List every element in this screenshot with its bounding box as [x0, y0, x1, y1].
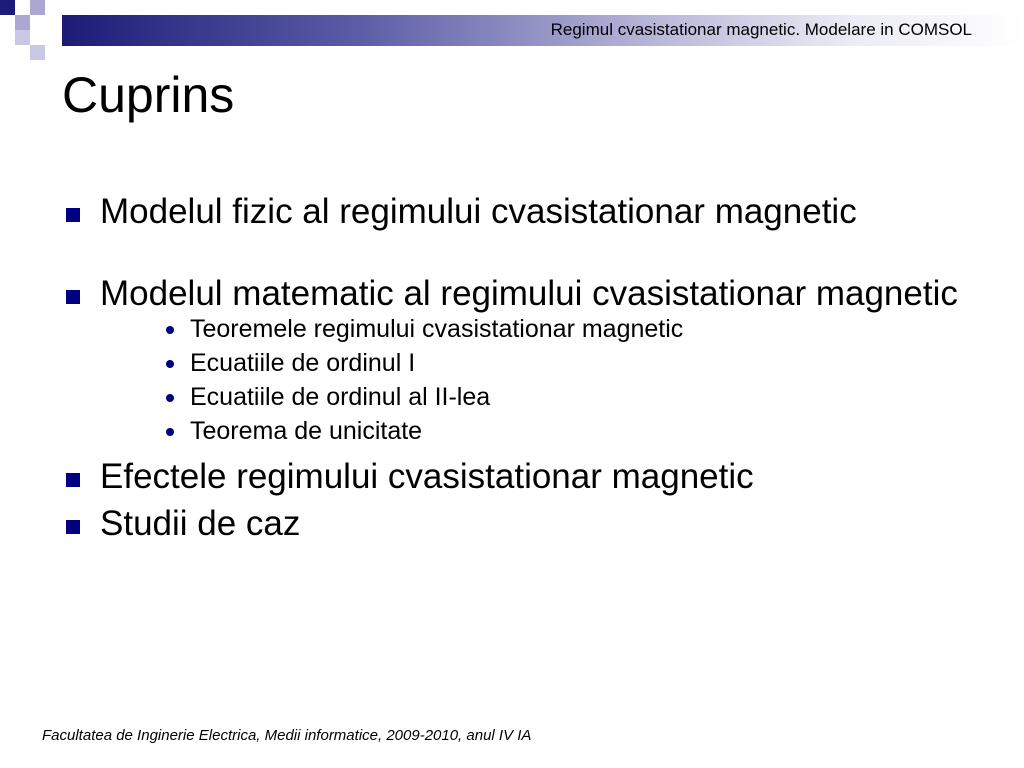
bullet-list — [62, 193, 962, 542]
round-bullet-icon — [166, 394, 174, 402]
bullet-item — [62, 505, 962, 542]
bullet-item — [62, 458, 962, 495]
bullet-text: Modelul fizic al regimului cvasistationar magnetic — [100, 192, 857, 231]
slide-title: Cuprins — [62, 67, 235, 123]
bullet-text: Efectele regimului cvasistationar magnetic — [100, 457, 754, 496]
bullet-item — [62, 275, 962, 312]
square-bullet-icon — [66, 520, 80, 534]
bullet-text: Studii de caz — [100, 504, 301, 543]
bullet-item — [62, 193, 962, 230]
round-bullet-icon — [166, 360, 174, 368]
sub-bullet-item — [62, 380, 962, 414]
square-bullet-icon — [66, 208, 80, 222]
round-bullet-icon — [166, 326, 174, 334]
sub-bullet-text: Teorema de unicitate — [190, 417, 423, 445]
round-bullet-icon — [166, 428, 174, 436]
square-bullet-icon — [66, 473, 80, 487]
sub-bullet-item — [62, 414, 962, 448]
sub-bullet-item — [62, 346, 962, 380]
sub-bullet-item — [62, 312, 962, 346]
bullet-text: Modelul matematic al regimului cvasistationar magnetic — [100, 274, 958, 313]
footer-text: Facultatea de Inginerie Electrica, Medii informatice, 2009-2010, anul IV IA — [42, 727, 532, 744]
square-bullet-icon — [66, 290, 80, 304]
sub-bullet-text: Teoremele regimului cvasistationar magnetic — [190, 315, 684, 343]
sub-bullet-text: Ecuatiile de ordinul I — [190, 349, 416, 377]
sub-bullet-text: Ecuatiile de ordinul al II-lea — [190, 383, 491, 411]
header-title: Regimul cvasistationar magnetic. Modelare in COMSOL — [550, 20, 972, 39]
